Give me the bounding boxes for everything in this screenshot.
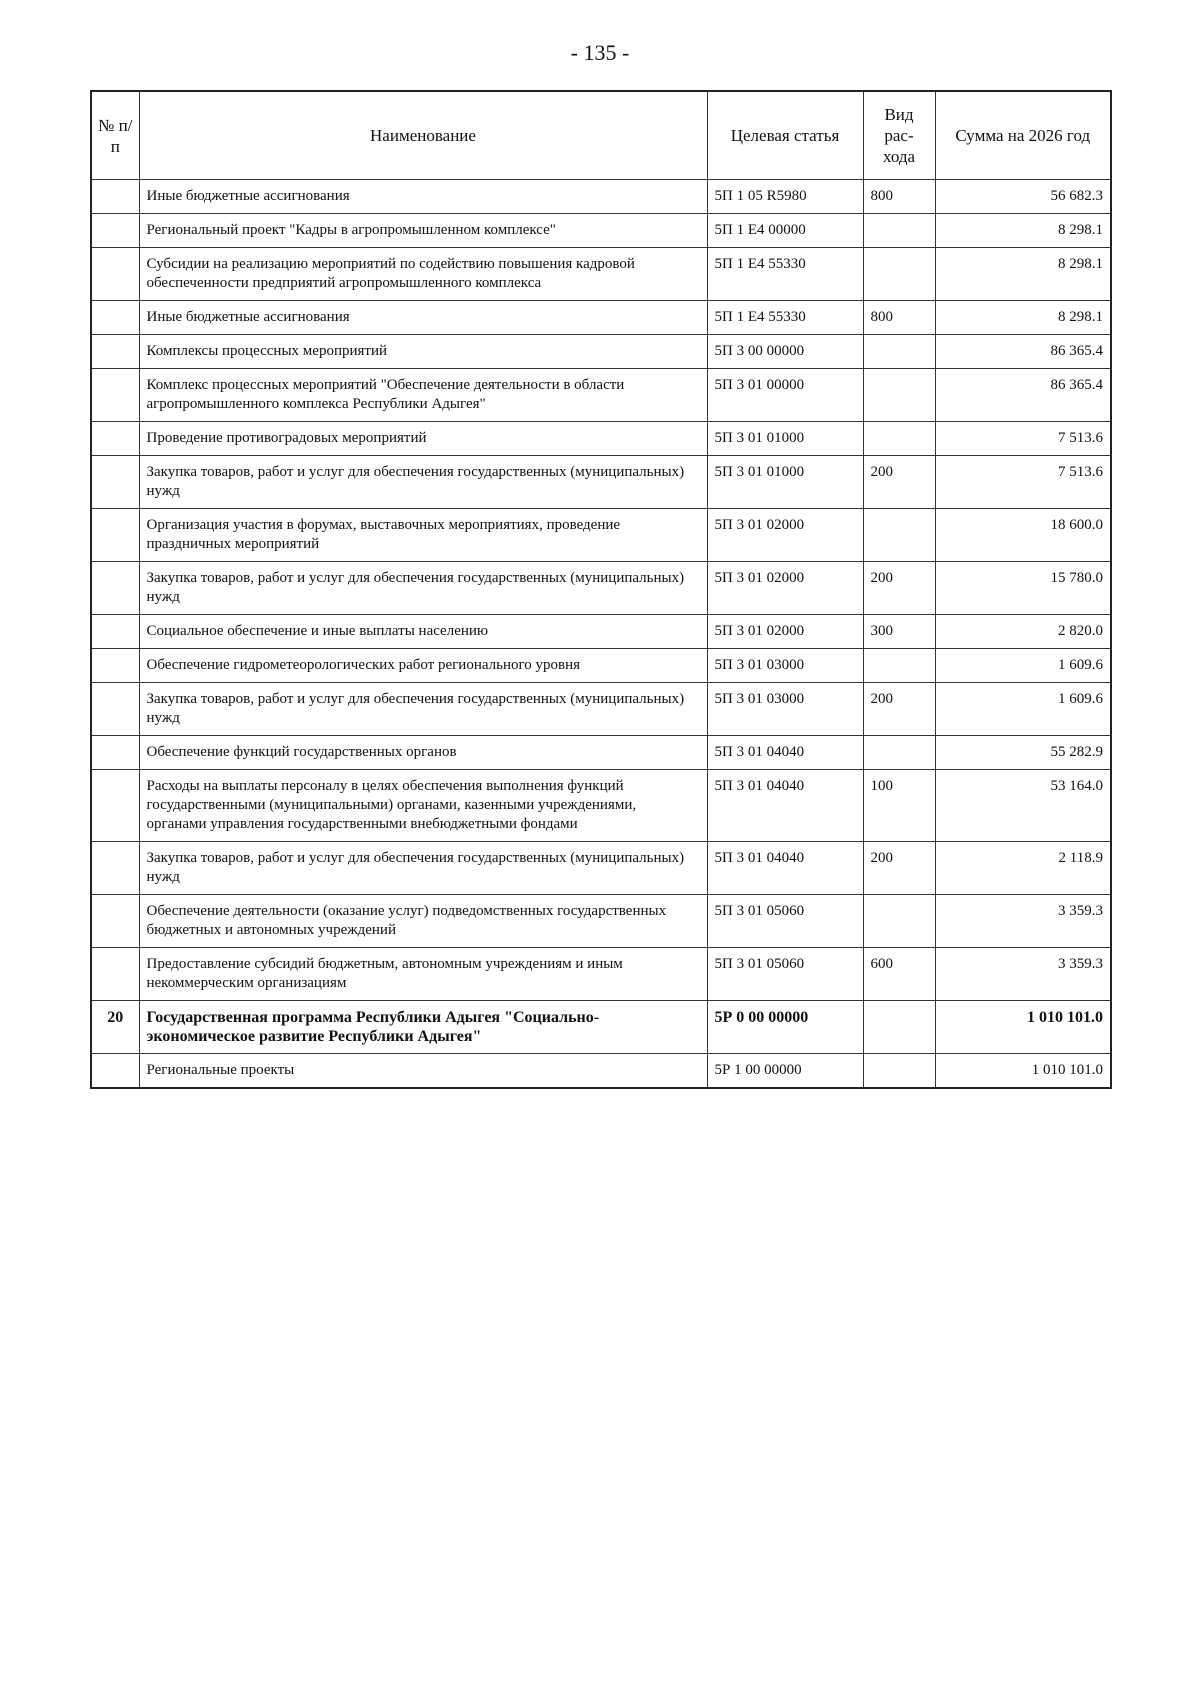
- cell-code: 5П 3 01 00000: [707, 369, 863, 422]
- table-body: [91, 180, 1111, 1089]
- cell-name: Закупка товаров, работ и услуг для обеспечения государственных (муниципальных) нужд: [139, 562, 707, 615]
- table-row: [91, 895, 1111, 948]
- table-row: [91, 615, 1111, 649]
- cell-sum: 15 780.0: [935, 562, 1111, 615]
- header-num: № п/п: [91, 91, 139, 180]
- cell-num: [91, 948, 139, 1001]
- cell-name: Проведение противоградовых мероприятий: [139, 422, 707, 456]
- cell-sum: 18 600.0: [935, 509, 1111, 562]
- cell-num: [91, 683, 139, 736]
- cell-name: Региональный проект "Кадры в агропромышленном комплексе": [139, 214, 707, 248]
- header-sum: Сумма на 2026 год: [935, 91, 1111, 180]
- table-row: [91, 335, 1111, 369]
- table-row: [91, 1001, 1111, 1054]
- cell-type: 300: [863, 615, 935, 649]
- cell-name: Иные бюджетные ассигнования: [139, 301, 707, 335]
- table-header-row: [91, 91, 1111, 180]
- cell-num: [91, 335, 139, 369]
- cell-sum: 7 513.6: [935, 456, 1111, 509]
- cell-type: [863, 649, 935, 683]
- cell-type: 600: [863, 948, 935, 1001]
- cell-name: Иные бюджетные ассигнования: [139, 180, 707, 214]
- cell-code: 5Р 1 00 00000: [707, 1054, 863, 1089]
- cell-name: Закупка товаров, работ и услуг для обеспечения государственных (муниципальных) нужд: [139, 842, 707, 895]
- cell-code: 5П 1 Е4 55330: [707, 301, 863, 335]
- cell-type: [863, 509, 935, 562]
- cell-code: 5П 3 01 05060: [707, 948, 863, 1001]
- cell-type: [863, 248, 935, 301]
- table-row: [91, 842, 1111, 895]
- cell-num: 20: [91, 1001, 139, 1054]
- cell-num: [91, 649, 139, 683]
- cell-code: 5П 3 01 04040: [707, 842, 863, 895]
- cell-sum: 1 010 101.0: [935, 1001, 1111, 1054]
- cell-code: 5Р 0 00 00000: [707, 1001, 863, 1054]
- cell-code: 5П 3 01 02000: [707, 509, 863, 562]
- cell-num: [91, 301, 139, 335]
- cell-sum: 53 164.0: [935, 770, 1111, 842]
- cell-type: 200: [863, 562, 935, 615]
- cell-num: [91, 895, 139, 948]
- cell-code: 5П 3 00 00000: [707, 335, 863, 369]
- cell-sum: 8 298.1: [935, 248, 1111, 301]
- cell-num: [91, 369, 139, 422]
- table-row: [91, 509, 1111, 562]
- cell-type: [863, 335, 935, 369]
- cell-num: [91, 562, 139, 615]
- cell-type: [863, 736, 935, 770]
- table-row: [91, 301, 1111, 335]
- table-row: [91, 562, 1111, 615]
- header-type: Вид рас-хода: [863, 91, 935, 180]
- cell-type: [863, 214, 935, 248]
- cell-code: 5П 3 01 05060: [707, 895, 863, 948]
- cell-type: [863, 1054, 935, 1089]
- cell-num: [91, 1054, 139, 1089]
- cell-code: 5П 3 01 04040: [707, 770, 863, 842]
- cell-name: Комплексы процессных мероприятий: [139, 335, 707, 369]
- cell-code: 5П 1 Е4 55330: [707, 248, 863, 301]
- cell-num: [91, 770, 139, 842]
- cell-name: Государственная программа Республики Адыгея "Социально-экономическое развитие Республики Адыгея": [139, 1001, 707, 1054]
- table-row: [91, 948, 1111, 1001]
- cell-code: 5П 3 01 01000: [707, 456, 863, 509]
- cell-name: Организация участия в форумах, выставочных мероприятиях, проведение праздничных мероприятий: [139, 509, 707, 562]
- cell-name: Закупка товаров, работ и услуг для обеспечения государственных (муниципальных) нужд: [139, 456, 707, 509]
- cell-name: Субсидии на реализацию мероприятий по содействию повышения кадровой обеспеченности предприятий агропромышленного комплекса: [139, 248, 707, 301]
- cell-type: [863, 422, 935, 456]
- table-row: [91, 1054, 1111, 1089]
- table-row: [91, 248, 1111, 301]
- cell-num: [91, 736, 139, 770]
- cell-name: Региональные проекты: [139, 1054, 707, 1089]
- cell-type: 200: [863, 842, 935, 895]
- cell-type: 200: [863, 456, 935, 509]
- cell-sum: 8 298.1: [935, 214, 1111, 248]
- cell-name: Предоставление субсидий бюджетным, автономным учреждениям и иным некоммерческим организациям: [139, 948, 707, 1001]
- cell-sum: 1 609.6: [935, 649, 1111, 683]
- cell-type: 800: [863, 301, 935, 335]
- cell-sum: 2 118.9: [935, 842, 1111, 895]
- cell-num: [91, 214, 139, 248]
- table-row: [91, 369, 1111, 422]
- cell-sum: 86 365.4: [935, 369, 1111, 422]
- cell-sum: 86 365.4: [935, 335, 1111, 369]
- cell-name: Обеспечение гидрометеорологических работ регионального уровня: [139, 649, 707, 683]
- table-row: [91, 456, 1111, 509]
- cell-type: 100: [863, 770, 935, 842]
- cell-num: [91, 842, 139, 895]
- cell-name: Социальное обеспечение и иные выплаты населению: [139, 615, 707, 649]
- header-name: Наименование: [139, 91, 707, 180]
- cell-code: 5П 3 01 02000: [707, 615, 863, 649]
- cell-num: [91, 248, 139, 301]
- page-number: - 135 -: [570, 40, 630, 65]
- cell-type: 800: [863, 180, 935, 214]
- cell-sum: 8 298.1: [935, 301, 1111, 335]
- cell-num: [91, 422, 139, 456]
- cell-code: 5П 3 01 01000: [707, 422, 863, 456]
- cell-type: [863, 369, 935, 422]
- table-row: [91, 180, 1111, 214]
- cell-sum: 56 682.3: [935, 180, 1111, 214]
- table-row: [91, 736, 1111, 770]
- cell-code: 5П 1 Е4 00000: [707, 214, 863, 248]
- cell-sum: 2 820.0: [935, 615, 1111, 649]
- cell-type: 200: [863, 683, 935, 736]
- cell-name: Обеспечение функций государственных органов: [139, 736, 707, 770]
- cell-name: Комплекс процессных мероприятий "Обеспечение деятельности в области агропромышленного комплекса Республики Адыгея": [139, 369, 707, 422]
- cell-type: [863, 1001, 935, 1054]
- cell-name: Закупка товаров, работ и услуг для обеспечения государственных (муниципальных) нужд: [139, 683, 707, 736]
- cell-sum: 3 359.3: [935, 895, 1111, 948]
- table-row: [91, 649, 1111, 683]
- cell-sum: 1 609.6: [935, 683, 1111, 736]
- cell-sum: 55 282.9: [935, 736, 1111, 770]
- table-row: [91, 422, 1111, 456]
- cell-code: 5П 3 01 04040: [707, 736, 863, 770]
- cell-name: Расходы на выплаты персоналу в целях обеспечения выполнения функций государственными (муниципальными) органами, казенными учреждениями, органами управления государственными внебюджетными фондами: [139, 770, 707, 842]
- cell-code: 5П 1 05 R5980: [707, 180, 863, 214]
- cell-name: Обеспечение деятельности (оказание услуг) подведомственных государственных бюджетных и автономных учреждений: [139, 895, 707, 948]
- table-row: [91, 770, 1111, 842]
- cell-code: 5П 3 01 03000: [707, 683, 863, 736]
- cell-code: 5П 3 01 03000: [707, 649, 863, 683]
- cell-type: [863, 895, 935, 948]
- cell-sum: 3 359.3: [935, 948, 1111, 1001]
- cell-num: [91, 509, 139, 562]
- cell-num: [91, 615, 139, 649]
- cell-sum: 7 513.6: [935, 422, 1111, 456]
- cell-sum: 1 010 101.0: [935, 1054, 1111, 1089]
- cell-num: [91, 456, 139, 509]
- table-row: [91, 214, 1111, 248]
- header-code: Целевая статья: [707, 91, 863, 180]
- cell-code: 5П 3 01 02000: [707, 562, 863, 615]
- table-row: [91, 683, 1111, 736]
- budget-table: [90, 90, 1112, 1089]
- cell-num: [91, 180, 139, 214]
